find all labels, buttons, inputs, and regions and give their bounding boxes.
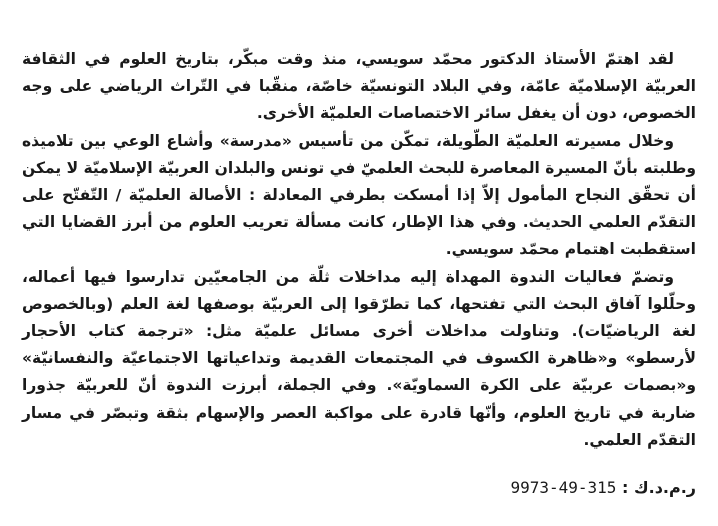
isbn-line [510, 478, 696, 497]
paragraph-career: وخلال مسيرته العلميّة الطّويلة، تمكّن من تأسيس «مدرسة» وأشاع الوعي بين تلاميذه وطلبته بأنّ المسيرة المعاصرة للبحث العلميّ في تونس والبلدان العربيّة الإسلاميّة لا يمكن أن تحقّق النجاح المأمول إلاّ إذا أمسكت بطرفي المعادلة : الأصالة العلميّة / التّفتّح على التقدّم العلمي الحديث. وفي هذا الإطار، كانت مسألة تعريب العلوم من أبرز القضايا التي استقطبت اهتمام محمّد سويسي. [22, 131, 696, 259]
paragraph-symposium: وتضمّ فعاليات الندوة المهداة إليه مداخلات ثلّة من الجامعيّين تدارسوا فيها أعماله، وحلّلوا آفاق البحث التي تفتحها، كما تطرّقوا إلى العربيّة بوصفها لغة العلم (وبالخصوص لغة الرياضيّات). وتناولت مداخلات أخرى مسائل علميّة مثل: «ترجمة كتاب الأحجار لأرسطو» و«ظاهرة الكسوف في المجتمعات القديمة وتداعياتها الاجتماعيّة والنفسانيّة» و«بصمات عربيّة على الكرة السماويّة». وفي الجملة، أبرزت الندوة أنّ للعربيّة جذورا ضاربة في تاريخ العلوم، وأنّها قادرة على مواكبة العصر والإسهام بثقة وتبصّر في مسار التقدّم العلمي. [22, 267, 696, 449]
isbn-number: 9973-49-315 [510, 478, 617, 497]
isbn-label: ر.م.د.ك : [621, 478, 696, 497]
paragraph-intro: لقد اهتمّ الأستاذ الدكتور محمّد سويسي، منذ وقت مبكّر، بتاريخ العلوم في الثقافة العربيّة الإسلاميّة عامّة، وفي البلاد التونسيّة خاصّة، منقّبا في التّراث الرياضي على وجه الخصوص، دون أن يغفل سائر الاختصاصات العلميّة الأخرى. [22, 50, 696, 123]
book-back-cover-text [22, 46, 696, 516]
